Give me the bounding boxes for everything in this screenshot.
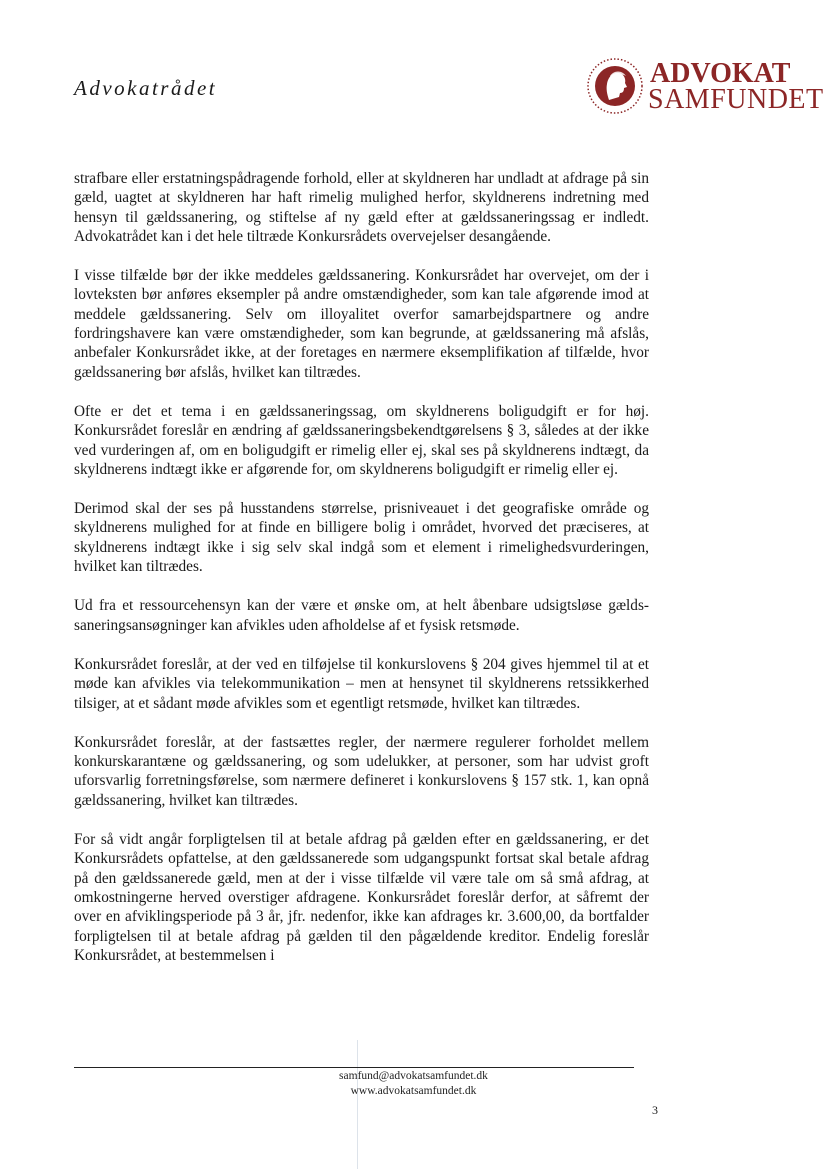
paragraph: Ofte er det et tema i en gældssaneringssag, om skyldnerens boligudgift er for høj. Konkursrådet foreslår en ændring af gældssaneringsbekendtgørelsens § 3, således at der ikke ved vurderingen af, om en boligudgift er rimelig eller ej, skal ses på skyldnerens indtægt, da skyldnerens indtægt ikke er afgørende for, om skyldnerens boligudgift er rimelig eller ej.: [74, 402, 649, 478]
footer-website[interactable]: www.advokatsamfundet.dk: [350, 1085, 477, 1097]
footer-divider: [74, 1067, 634, 1068]
paragraph: Konkursrådet foreslår, at der ved en tilføjelse til konkurslovens § 204 gives hjemmel til at et møde kan afvikles via telekommunikation – men at hensynet til skyldnerens retssikkerhed tilsiger, at et sådant møde afvikles som et egentligt retsmøde, hvilket kan tiltrædes.: [74, 655, 649, 712]
paragraph: Konkursrådet foreslår, at der fastsættes regler, der nærmere regulerer forholdet mellem konkurskarantæne og gældssanering, og som udelukker, at personer, som har udvist groft uforsvarlig forretningsførelse, som nærmere defineret i konkurslovens § 157 stk. 1, kan opnå gældssanering, hvilket kan tiltrædes.: [74, 733, 649, 809]
logo-line-advokat: ADVOKAT: [650, 58, 791, 89]
document-header-title: Advokatrådet: [74, 76, 218, 100]
paragraph: Derimod skal der ses på husstandens størrelse, prisniveauet i det geografiske område og skyldnerens mulighed for at finde en billigere bolig i området, hvorved det præciseres, at skyldnerens indtægt ikke i sig selv skal indgå som et element i rimelighedsvurderingen, hvilket kan tiltrædes.: [74, 500, 649, 576]
paragraph: strafbare eller erstatningspådragende forhold, eller at skyldneren har undladt at afdrage på sin gæld, uagtet at skyldneren har haft rimelig mulighed herfor, skyldnerens indretning med hensyn til gældssanering, og stiftelse af ny gæld efter at gældssaneringssag er indledt. Advokatrådet kan i det hele tiltræde Konkursrådets overvejelser desangående.: [74, 170, 649, 245]
paragraph: Ud fra et ressourcehensyn kan der være et ønske om, at helt åbenbare udsigtsløse gælds-saneringsansøgninger kan afvikles uden afholdelse af et fysisk retsmøde.: [74, 597, 649, 634]
page-number: 3: [652, 1103, 658, 1117]
advokatsamfundet-logo: [585, 54, 827, 124]
letter-body: [74, 169, 649, 985]
logo-line-samfundet: SAMFUNDET: [648, 84, 824, 115]
paragraph: For så vidt angår forpligtelsen til at betale afdrag på gælden efter en gældssanering, er det Konkursrådets opfattelse, at den gældssanerede som udgangspunkt fortsat skal betale afdrag på den gældssanerede gæld, men at der i visse tilfælde vil være tale om så små afdrag, at omkostningerne herved overstiger afdragene. Konkursrådet foreslår derfor, at såfremt der over en afviklingsperiode på 3 år, jfr. nedenfor, ikke kan afdrages kr. 3.600,00, da bortfalder forpligtelsen til at betale afdrag på gælden til den pågældende kreditor. Endelig foreslår Konkursrådet, at bestemmelsen i: [74, 831, 649, 964]
scan-artifact-line: [357, 1040, 358, 1169]
head-profile-emblem-icon: [585, 56, 645, 116]
paragraph: I visse tilfælde bør der ikke meddeles gældssanering. Konkursrådet har overvejet, om der i lovteksten bør anføres eksempler på andre omstændigheder, som kan tale afgørende imod at meddele gældssanering. Selv om illoyalitet overfor samarbejdspartnere og andre fordringshavere kan være omstændigheder, som kan begrunde, at gældssanering må afslås, anbefaler Konkursrådet ikke, at der foretages en nærmere eksemplifikation af tilfælde, hvor gældssanering bør afslås, hvilket kan tiltrædes.: [74, 267, 649, 381]
footer-email[interactable]: samfund@advokatsamfundet.dk: [339, 1070, 488, 1082]
